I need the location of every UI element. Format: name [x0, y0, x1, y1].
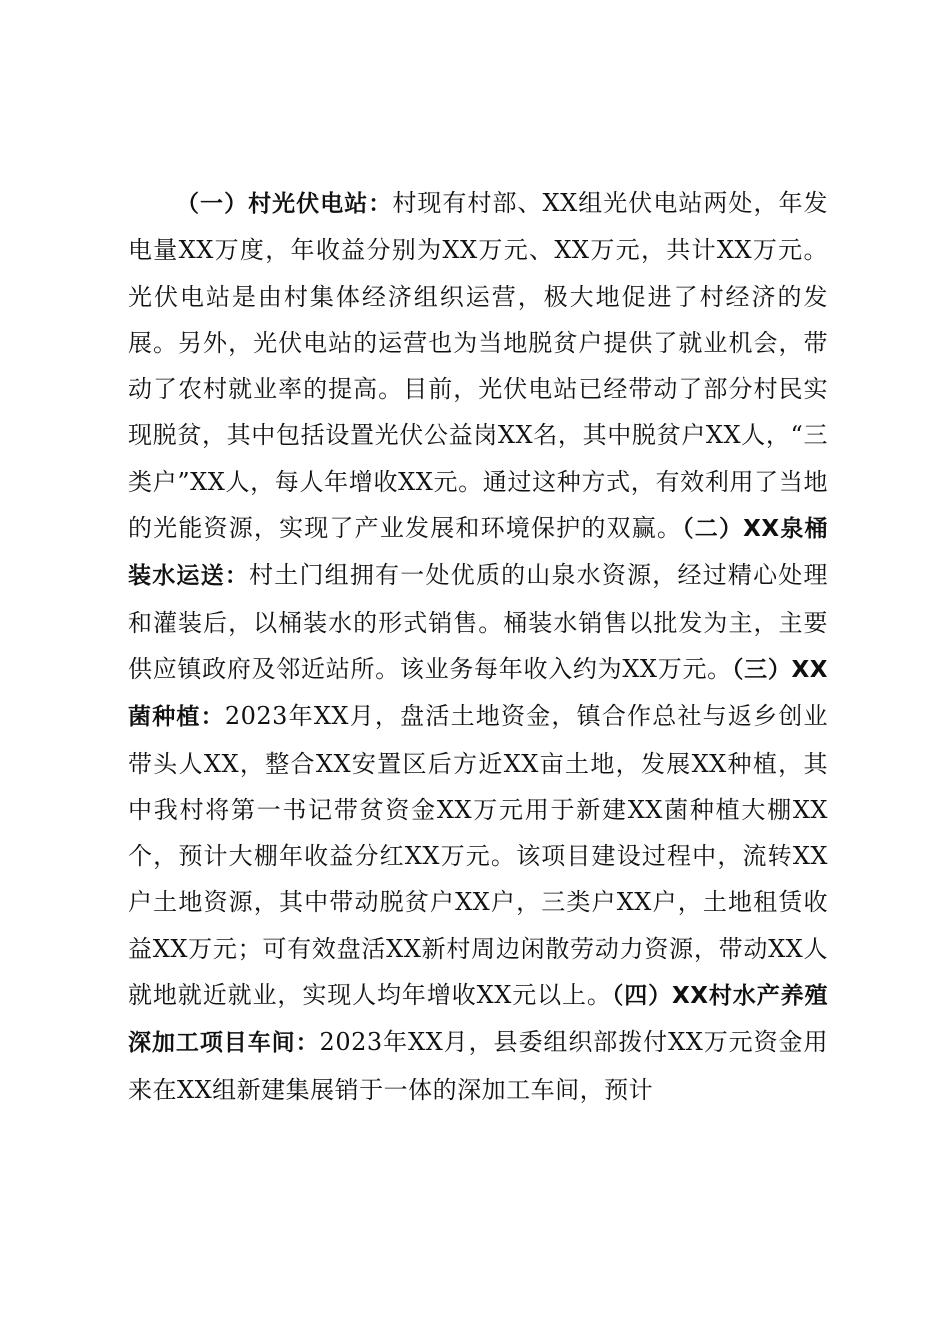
section-heading-3: （三）XX菌种植：	[128, 656, 829, 731]
section-body-4: 2023年XX月，县委组织部拨付XX万元资金用来在XX组新建集展销于一体的深加工车间，预计	[128, 1028, 829, 1104]
section-heading-2: （二）XX泉桶装水运送：	[128, 516, 829, 590]
section-body-3: 2023年XX月，盘活土地资金，镇合作总社与返乡创业带头人XX，整合XX安置区后方近XX亩土地，发展XX种植，其中我村将第一书记带贫资金XX万元用于新建XX菌种植大棚XX个，预计大棚年收益分红XX万元。该项目建设过程中，流转XX户土地资源，其中带动脱贫户XX户，三类户XX户，土地租赁收益XX万元；可有效盘活XX新村周边闲散劳动力资源，带动XX人就地就近就业，实现人均年增收XX元以上。	[128, 702, 829, 1010]
section-body-2: 村土门组拥有一处优质的山泉水资源，经过精心处理和灌装后，以桶装水的形式销售。桶装水销售以批发为主，主要供应镇政府及邻近站所。该业务每年收入约为XX万元。	[128, 561, 829, 683]
section-body-1: 村现有村部、XX组光伏电站两处，年发电量XX万度，年收益分别为XX万元、XX万元，共计XX万元。光伏电站是由村集体经济组织运营，极大地促进了村经济的发展。另外，光伏电站的运营也为当地脱贫户提供了就业机会，带动了农村就业率的提高。目前，光伏电站已经带动了部分村民实现脱贫，其中包括设置光伏公益岗XX名，其中脱贫户XX人，“三类户”XX人，每人年增收XX元。通过这种方式，有效利用了当地的光能资源，实现了产业发展和环境保护的双赢。	[128, 189, 829, 543]
body-paragraph	[128, 180, 828, 1113]
section-heading-1: （一）村光伏电站：	[176, 191, 393, 217]
section-heading-4: （四）XX村水产养殖深加工项目车间：	[128, 983, 828, 1057]
